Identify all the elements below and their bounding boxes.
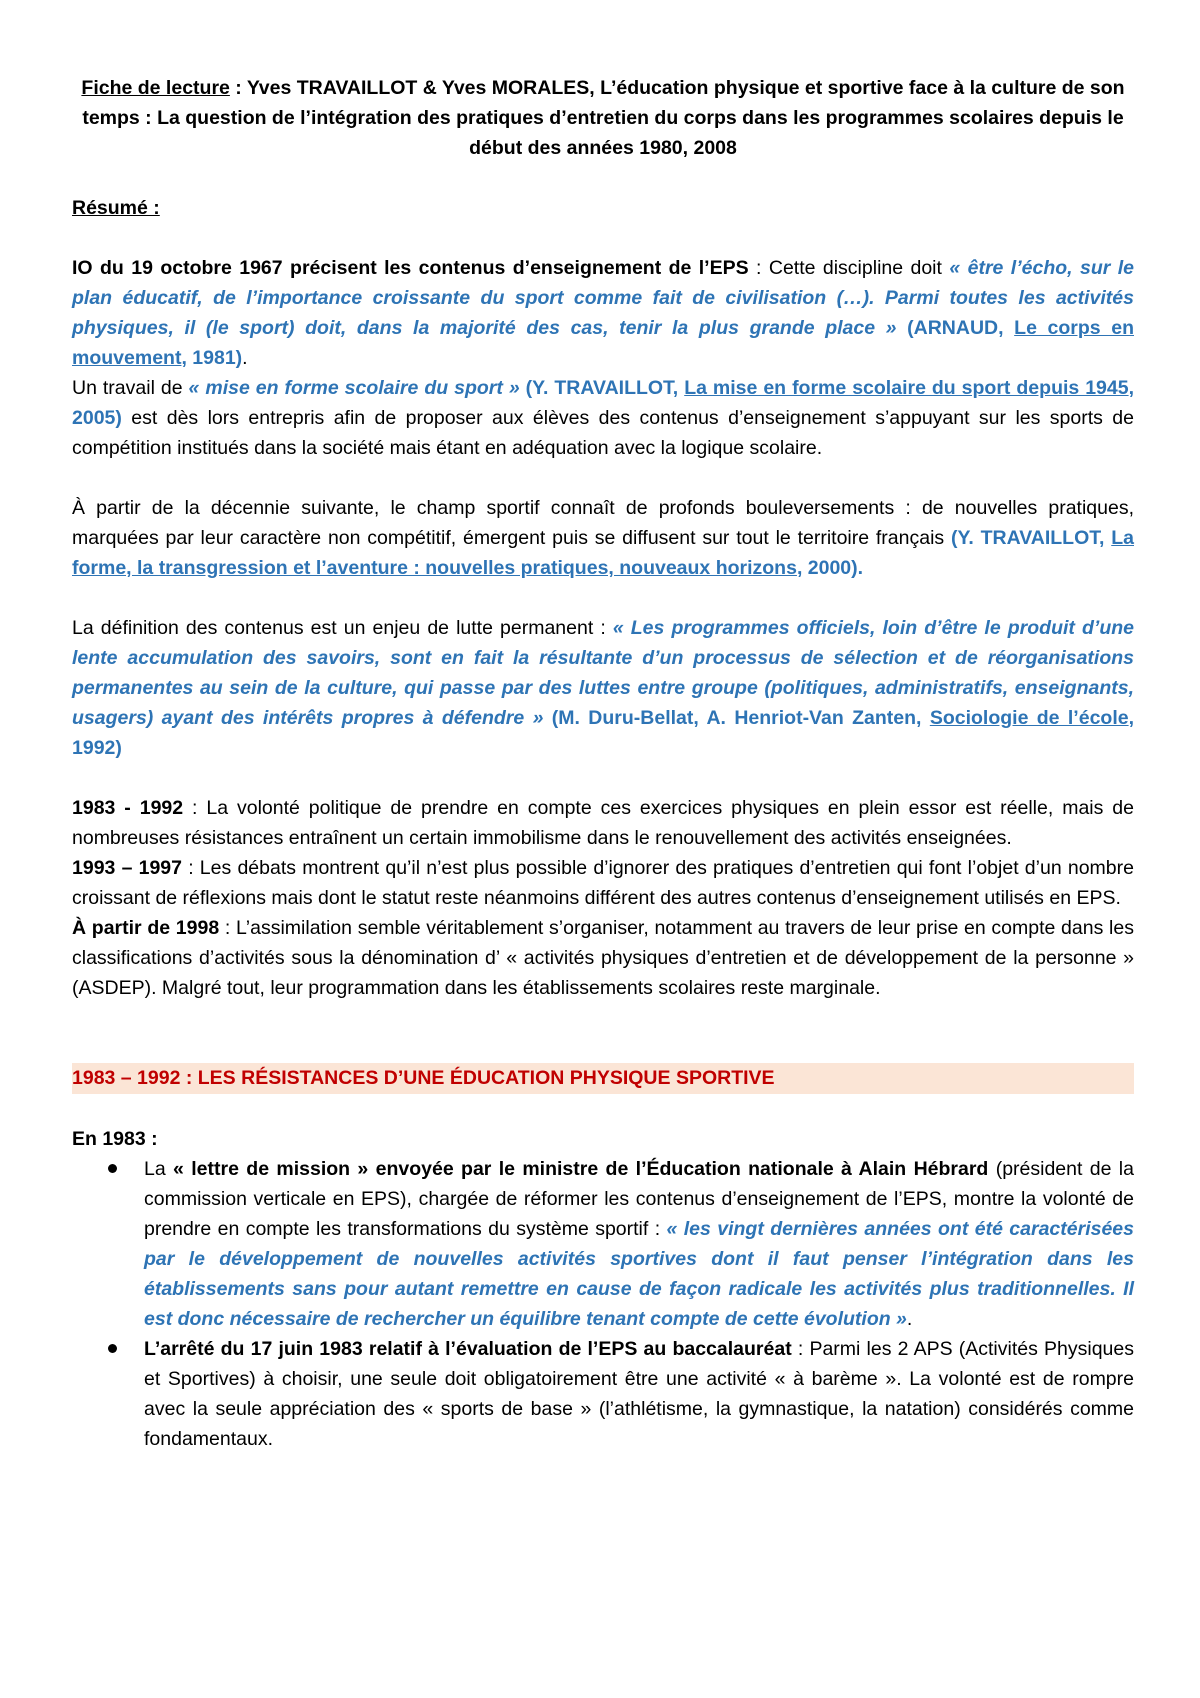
- paragraph-definition-contenus: [72, 613, 1134, 763]
- list-item: [72, 1154, 1134, 1334]
- bullet-bold: « lettre de mission » envoyée par le ministre de l’Éducation nationale à Alain Hébrard: [173, 1158, 989, 1180]
- p3-text: À partir de la décennie suivante, le champ sportif connaît de profonds bouleversements : de nouvelles pratiques, marquées par leur caractère non compétitif, émergent puis se diffusent sur tout le territoire français: [72, 497, 1134, 549]
- title-text: : Yves TRAVAILLOT & Yves MORALES, L’éducation physique et sportive face à la culture de son temps : La question de l’intégration des pratiques d’entretien du corps dans les programmes scolaires depuis le début des années 1980, 2008: [82, 77, 1125, 159]
- p2-ref-title: La mise en forme scolaire du sport depuis 1945: [684, 377, 1129, 399]
- paragraph-decennie: [72, 493, 1134, 583]
- p2-text-b: est dès lors entrepris afin de proposer aux élèves des contenus d’enseignement s’appuyant sur les sports de compétition institués dans la société mais étant en adéquation avec la logique scolaire.: [72, 407, 1134, 459]
- p4-ref-title: Sociologie de l’école: [929, 707, 1129, 729]
- p2-text-a: Un travail de: [72, 377, 189, 399]
- p4-text: La définition des contenus est un enjeu de lutte permanent :: [72, 617, 613, 639]
- resume-heading: Résumé :: [72, 197, 160, 219]
- period-1993-1997: [72, 853, 1134, 913]
- period-text: : La volonté politique de prendre en compte ces exercices physiques en plein essor est réelle, mais de nombreuses résistances entraînent un certain immobilisme dans le renouvellement des activités enseignées.: [72, 797, 1134, 849]
- period-1983-1992: [72, 793, 1134, 853]
- bullet-text: (président de la commission verticale en EPS), chargée de réformer les contenus d’enseignement de l’EPS, montre la volonté de prendre en compte les transformations du système sportif :: [144, 1158, 1134, 1240]
- title-label: Fiche de lecture: [81, 77, 230, 99]
- bullet-icon: [108, 1164, 117, 1173]
- period-label: 1993 – 1997: [72, 857, 182, 879]
- p2-ref-a: (Y. TRAVAILLOT,: [519, 377, 685, 399]
- p2-quote: « mise en forme scolaire du sport »: [188, 377, 520, 399]
- p4-ref-b: , 1992): [72, 707, 1135, 759]
- p1-quote: « être l’écho, sur le plan éducatif, de l’importance croissante du sport comme fait de civilisation (…). Parmi toutes les activités physiques, il (le sport) doit, dans la majorité des cas, tenir la plus grande place »: [72, 257, 1134, 339]
- paragraph-io-1967: [72, 253, 1134, 373]
- paragraph-mise-en-forme: [72, 373, 1134, 463]
- period-label: À partir de 1998: [72, 917, 220, 939]
- bullet-lead: La: [144, 1158, 174, 1180]
- section-heading: 1983 – 1992 : LES RÉSISTANCES D’UNE ÉDUCATION PHYSIQUE SPORTIVE: [72, 1063, 1134, 1094]
- period-1998: [72, 913, 1134, 1003]
- bullet-icon: [108, 1344, 117, 1353]
- period-text: : Les débats montrent qu’il n’est plus possible d’ignorer des pratiques d’entretien qui font l’objet d’un nombre croissant de réflexions mais dont le statut reste néanmoins différent des autres contenus d’enseignement utilisés en EPS.: [72, 857, 1134, 909]
- document-title: [72, 73, 1134, 163]
- p2-ref-b: , 2005): [72, 377, 1135, 429]
- p1-ref-title: Le corps en mouvement: [72, 317, 1134, 369]
- p1-lead: IO du 19 octobre 1967 précisent les contenus d’enseignement de l’EPS: [72, 257, 749, 279]
- period-text: : L’assimilation semble véritablement s’organiser, notamment au travers de leur prise en compte dans les classifications d’activités sous la dénomination d’ « activités physiques d’entretien et de développement de la personne » (ASDEP). Malgré tout, leur programmation dans les établissements scolaires reste marginale.: [72, 917, 1134, 999]
- p3-ref-b: , 2000).: [796, 557, 864, 579]
- p4-quote: « Les programmes officiels, loin d’être le produit d’une lente accumulation des savoirs, sont en fait la résultante d’un processus de sélection et de réorganisations permanentes au sein de la culture, qui passe par des luttes entre groupe (politiques, administratifs, enseignants, usagers) ayant des intérêts propres à défendre »: [72, 617, 1134, 729]
- period-label: 1983 - 1992: [72, 797, 184, 819]
- p1-text: : Cette discipline doit: [748, 257, 950, 279]
- list-item: [72, 1334, 1134, 1454]
- bullet-list: [72, 1154, 1134, 1454]
- p3-ref-title: La forme, la transgression et l’aventure : nouvelles pratiques, nouveaux horizons: [72, 527, 1134, 579]
- p3-ref-a: (Y. TRAVAILLOT,: [951, 527, 1112, 549]
- bullet-quote: « les vingt dernières années ont été caractérisées par le développement de nouvelles activités sportives dont il faut penser l’intégration dans les établissements sans pour autant remettre en cause de façon radicale les activités plus traditionnelles. Il est donc nécessaire de rechercher un équilibre tenant compte de cette évolution »: [144, 1218, 1134, 1330]
- year-heading: En 1983 :: [72, 1128, 158, 1150]
- p1-ref-a: (ARNAUD,: [896, 317, 1015, 339]
- bullet-text: : Parmi les 2 APS (Activités Physiques et Sportives) à choisir, une seule doit obligatoirement être une activité « à barème ». La volonté est de rompre avec la seule appréciation des « sports de base » (l’athlétisme, la gymnastique, la natation) considérés comme fondamentaux.: [144, 1338, 1135, 1450]
- p4-ref-a: (M. Duru-Bellat, A. Henriot-Van Zanten,: [543, 707, 930, 729]
- bullet-end: .: [906, 1308, 913, 1330]
- p1-end: .: [242, 347, 248, 369]
- bullet-bold: L’arrêté du 17 juin 1983 relatif à l’évaluation de l’EPS au baccalauréat: [144, 1338, 792, 1360]
- document-body: [72, 73, 1134, 1454]
- p1-ref-b: , 1981): [181, 347, 243, 369]
